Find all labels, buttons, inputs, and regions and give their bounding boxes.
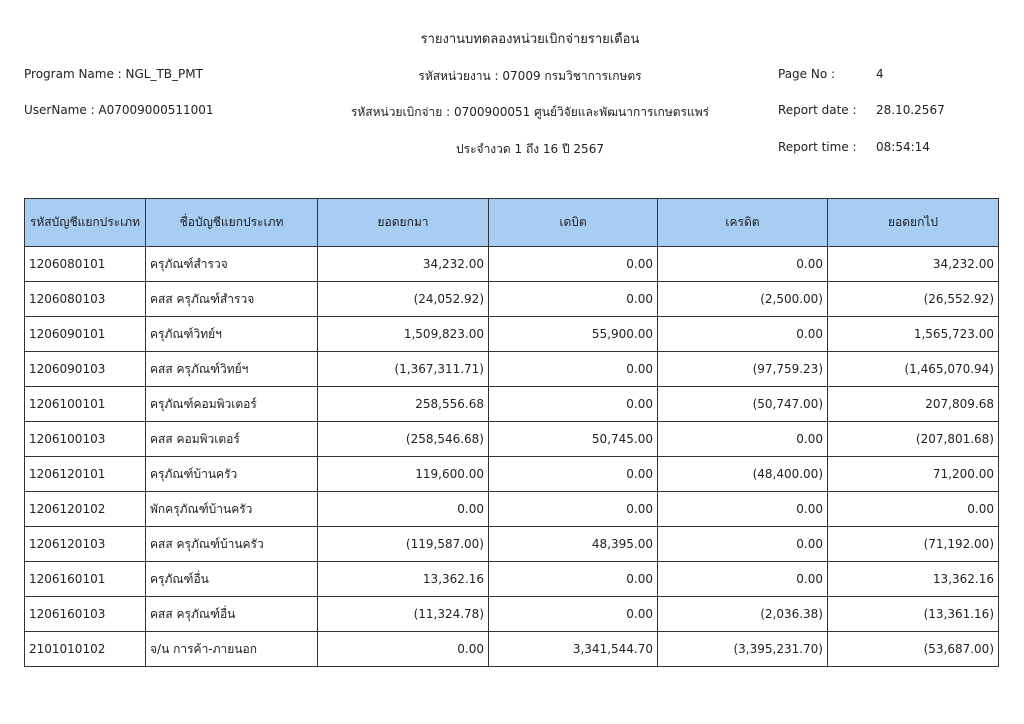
closing-balance: (207,801.68): [828, 422, 999, 457]
debit: 0.00: [489, 457, 658, 492]
table-row: [25, 247, 999, 282]
debit: 55,900.00: [489, 317, 658, 352]
opening-balance: 13,362.16: [318, 562, 489, 597]
table-row: [25, 562, 999, 597]
opening-balance: 0.00: [318, 632, 489, 667]
debit: 0.00: [489, 352, 658, 387]
credit: 0.00: [658, 422, 828, 457]
debit: 0.00: [489, 597, 658, 632]
credit: 0.00: [658, 492, 828, 527]
page-no-value: 4: [876, 67, 884, 81]
account-name: ครุภัณฑ์อื่น: [146, 562, 318, 597]
credit: (97,759.23): [658, 352, 828, 387]
trial-balance-table: [24, 198, 999, 667]
table-row: [25, 527, 999, 562]
program-name: Program Name : NGL_TB_PMT: [24, 67, 203, 81]
credit: (2,036.38): [658, 597, 828, 632]
account-name: คสส คอมพิวเตอร์: [146, 422, 318, 457]
account-name: คสส ครุภัณฑ์วิทย์ฯ: [146, 352, 318, 387]
table-row: [25, 317, 999, 352]
account-name: ครุภัณฑ์คอมพิวเตอร์: [146, 387, 318, 422]
report-date-label: Report date :: [778, 103, 857, 117]
account-code: 1206160103: [25, 597, 146, 632]
account-name: คสส ครุภัณฑ์บ้านครัว: [146, 527, 318, 562]
credit: (3,395,231.70): [658, 632, 828, 667]
opening-balance: 119,600.00: [318, 457, 489, 492]
account-code: 1206090101: [25, 317, 146, 352]
opening-balance: 34,232.00: [318, 247, 489, 282]
closing-balance: (71,192.00): [828, 527, 999, 562]
account-code: 1206120102: [25, 492, 146, 527]
header-account-code: รหัสบัญชีแยกประเภท: [25, 199, 146, 247]
user-name: UserName : A07009000511001: [24, 103, 214, 117]
table-row: [25, 352, 999, 387]
opening-balance: 1,509,823.00: [318, 317, 489, 352]
account-code: 1206080101: [25, 247, 146, 282]
opening-balance: 0.00: [318, 492, 489, 527]
closing-balance: (53,687.00): [828, 632, 999, 667]
debit: 3,341,544.70: [489, 632, 658, 667]
credit: 0.00: [658, 317, 828, 352]
account-code: 1206100103: [25, 422, 146, 457]
report-time-value: 08:54:14: [876, 140, 930, 154]
table-header-row: [25, 199, 999, 247]
table-row: [25, 457, 999, 492]
opening-balance: (258,546.68): [318, 422, 489, 457]
header-account-name: ชื่อบัญชีแยกประเภท: [146, 199, 318, 247]
page-no-label: Page No :: [778, 67, 836, 81]
table-row: [25, 422, 999, 457]
opening-balance: (119,587.00): [318, 527, 489, 562]
table-row: [25, 387, 999, 422]
credit: (50,747.00): [658, 387, 828, 422]
debit: 0.00: [489, 492, 658, 527]
account-code: 1206090103: [25, 352, 146, 387]
credit: (48,400.00): [658, 457, 828, 492]
closing-balance: (26,552.92): [828, 282, 999, 317]
account-code: 1206120103: [25, 527, 146, 562]
debit: 0.00: [489, 282, 658, 317]
account-name: คสส ครุภัณฑ์สำรวจ: [146, 282, 318, 317]
report-time-label: Report time :: [778, 140, 857, 154]
closing-balance: (1,465,070.94): [828, 352, 999, 387]
header-credit: เครดิต: [658, 199, 828, 247]
opening-balance: 258,556.68: [318, 387, 489, 422]
debit: 0.00: [489, 387, 658, 422]
disbursing-unit: รหัสหน่วยเบิกจ่าย : 0700900051 ศูนย์วิจัยและพัฒนาการเกษตรแพร่: [350, 105, 710, 119]
table-row: [25, 282, 999, 317]
credit: 0.00: [658, 247, 828, 282]
credit: 0.00: [658, 527, 828, 562]
debit: 0.00: [489, 247, 658, 282]
agency-code: รหัสหน่วยงาน : 07009 กรมวิชาการเกษตร: [418, 69, 642, 83]
account-code: 1206120101: [25, 457, 146, 492]
header-debit: เดบิต: [489, 199, 658, 247]
report-period: ประจำงวด 1 ถึง 16 ปี 2567: [456, 142, 604, 156]
report-date-value: 28.10.2567: [876, 103, 945, 117]
account-code: 1206100101: [25, 387, 146, 422]
opening-balance: (1,367,311.71): [318, 352, 489, 387]
report-title: รายงานบทดลองหน่วยเบิกจ่ายรายเดือน: [420, 32, 640, 47]
debit: 48,395.00: [489, 527, 658, 562]
closing-balance: 0.00: [828, 492, 999, 527]
account-name: ครุภัณฑ์บ้านครัว: [146, 457, 318, 492]
account-name: ครุภัณฑ์สำรวจ: [146, 247, 318, 282]
closing-balance: (13,361.16): [828, 597, 999, 632]
credit: (2,500.00): [658, 282, 828, 317]
account-name: จ/น การค้า-ภายนอก: [146, 632, 318, 667]
closing-balance: 13,362.16: [828, 562, 999, 597]
credit: 0.00: [658, 562, 828, 597]
closing-balance: 1,565,723.00: [828, 317, 999, 352]
header-opening-balance: ยอดยกมา: [318, 199, 489, 247]
debit: 0.00: [489, 562, 658, 597]
closing-balance: 34,232.00: [828, 247, 999, 282]
account-name: ครุภัณฑ์วิทย์ฯ: [146, 317, 318, 352]
table-row: [25, 492, 999, 527]
closing-balance: 207,809.68: [828, 387, 999, 422]
account-name: คสส ครุภัณฑ์อื่น: [146, 597, 318, 632]
header-closing-balance: ยอดยกไป: [828, 199, 999, 247]
closing-balance: 71,200.00: [828, 457, 999, 492]
account-code: 1206080103: [25, 282, 146, 317]
debit: 50,745.00: [489, 422, 658, 457]
table-row: [25, 632, 999, 667]
table-row: [25, 597, 999, 632]
opening-balance: (11,324.78): [318, 597, 489, 632]
account-code: 1206160101: [25, 562, 146, 597]
opening-balance: (24,052.92): [318, 282, 489, 317]
account-code: 2101010102: [25, 632, 146, 667]
account-name: พักครุภัณฑ์บ้านครัว: [146, 492, 318, 527]
